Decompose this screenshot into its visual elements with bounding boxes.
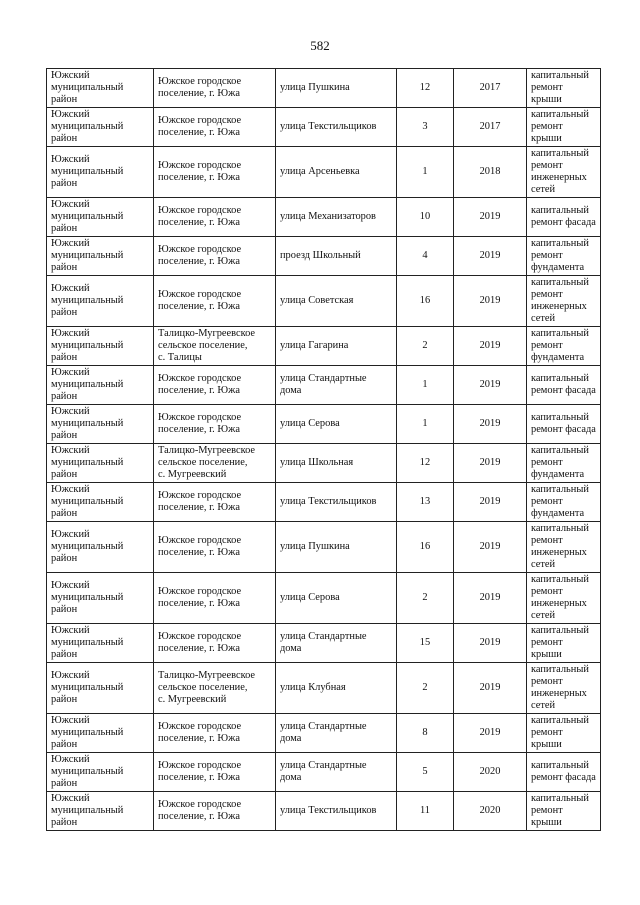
district-cell-text: Южский муниципальный район bbox=[51, 109, 124, 144]
settlement-cell-text: Южское городское поселение, г. Южа bbox=[158, 289, 242, 312]
street-cell-text: улица Школьная bbox=[280, 457, 354, 468]
house-number-cell-text: 12 bbox=[419, 82, 431, 93]
settlement-cell bbox=[154, 405, 276, 444]
year-cell-text: 2019 bbox=[479, 457, 501, 468]
house-number-cell-text: 1 bbox=[422, 418, 428, 429]
year-cell bbox=[454, 276, 527, 327]
district-cell-text: Южский муниципальный район bbox=[51, 70, 124, 105]
district-cell bbox=[47, 276, 154, 327]
settlement-cell-text: Южское городское поселение, г. Южа bbox=[158, 412, 242, 435]
district-cell bbox=[47, 366, 154, 405]
house-number-cell-text: 2 bbox=[422, 340, 428, 351]
district-cell-text: Южский муниципальный район bbox=[51, 445, 124, 480]
work-type-cell bbox=[527, 573, 601, 624]
settlement-cell bbox=[154, 624, 276, 663]
year-cell bbox=[454, 327, 527, 366]
house-number-cell bbox=[397, 366, 454, 405]
house-number-cell bbox=[397, 522, 454, 573]
district-cell-text: Южский муниципальный район bbox=[51, 484, 124, 519]
district-cell bbox=[47, 714, 154, 753]
settlement-cell bbox=[154, 792, 276, 831]
street-cell bbox=[276, 366, 397, 405]
work-type-cell-text: капитальный ремонт фундамента bbox=[531, 238, 589, 273]
street-cell bbox=[276, 792, 397, 831]
table-row bbox=[47, 483, 601, 522]
settlement-cell-text: Южское городское поселение, г. Южа bbox=[158, 76, 242, 99]
year-cell-text: 2018 bbox=[479, 166, 501, 177]
year-cell-text: 2019 bbox=[479, 418, 501, 429]
house-number-cell bbox=[397, 714, 454, 753]
work-type-cell-text: капитальный ремонт крыши bbox=[531, 70, 589, 105]
settlement-cell-text: Южское городское поселение, г. Южа bbox=[158, 115, 242, 138]
district-cell-text: Южский муниципальный район bbox=[51, 754, 124, 789]
work-type-cell-text: капитальный ремонт инженерных сетей bbox=[531, 148, 589, 195]
table-row bbox=[47, 237, 601, 276]
street-cell-text: улица Стандартные дома bbox=[280, 373, 367, 396]
district-cell bbox=[47, 792, 154, 831]
settlement-cell-text: Южское городское поселение, г. Южа bbox=[158, 535, 242, 558]
street-cell bbox=[276, 108, 397, 147]
settlement-cell bbox=[154, 276, 276, 327]
settlement-cell-text: Южское городское поселение, г. Южа bbox=[158, 244, 242, 267]
district-cell bbox=[47, 147, 154, 198]
year-cell bbox=[454, 792, 527, 831]
table-row bbox=[47, 444, 601, 483]
settlement-cell-text: Южское городское поселение, г. Южа bbox=[158, 586, 242, 609]
year-cell bbox=[454, 624, 527, 663]
year-cell bbox=[454, 147, 527, 198]
house-number-cell-text: 10 bbox=[419, 211, 431, 222]
district-cell bbox=[47, 624, 154, 663]
street-cell-text: улица Клубная bbox=[280, 682, 346, 693]
house-number-cell-text: 2 bbox=[422, 592, 428, 603]
district-cell-text: Южский муниципальный район bbox=[51, 793, 124, 828]
table-row bbox=[47, 714, 601, 753]
work-type-cell bbox=[527, 522, 601, 573]
repair-schedule-table bbox=[46, 68, 601, 831]
table-row bbox=[47, 108, 601, 147]
district-cell bbox=[47, 663, 154, 714]
district-cell bbox=[47, 327, 154, 366]
year-cell-text: 2019 bbox=[479, 250, 501, 261]
year-cell-text: 2020 bbox=[479, 766, 501, 777]
settlement-cell-text: Южское городское поселение, г. Южа bbox=[158, 160, 242, 183]
house-number-cell-text: 2 bbox=[422, 682, 428, 693]
year-cell bbox=[454, 69, 527, 108]
year-cell-text: 2019 bbox=[479, 592, 501, 603]
work-type-cell-text: капитальный ремонт инженерных сетей bbox=[531, 664, 589, 711]
table-row bbox=[47, 276, 601, 327]
work-type-cell bbox=[527, 366, 601, 405]
work-type-cell bbox=[527, 405, 601, 444]
table-row bbox=[47, 69, 601, 108]
street-cell-text: улица Текстильщиков bbox=[280, 805, 377, 816]
year-cell bbox=[454, 714, 527, 753]
district-cell-text: Южский муниципальный район bbox=[51, 670, 124, 705]
work-type-cell bbox=[527, 444, 601, 483]
street-cell-text: проезд Школьный bbox=[280, 250, 361, 261]
house-number-cell-text: 13 bbox=[419, 496, 431, 507]
year-cell bbox=[454, 405, 527, 444]
street-cell bbox=[276, 753, 397, 792]
year-cell bbox=[454, 753, 527, 792]
district-cell-text: Южский муниципальный район bbox=[51, 529, 124, 564]
house-number-cell bbox=[397, 753, 454, 792]
year-cell-text: 2017 bbox=[479, 121, 501, 132]
house-number-cell bbox=[397, 573, 454, 624]
work-type-cell-text: капитальный ремонт крыши bbox=[531, 625, 589, 660]
table-row bbox=[47, 792, 601, 831]
settlement-cell bbox=[154, 663, 276, 714]
year-cell-text: 2017 bbox=[479, 82, 501, 93]
work-type-cell-text: капитальный ремонт фасада bbox=[531, 760, 596, 783]
district-cell-text: Южский муниципальный район bbox=[51, 580, 124, 615]
settlement-cell-text: Южское городское поселение, г. Южа bbox=[158, 631, 242, 654]
street-cell bbox=[276, 624, 397, 663]
table-row bbox=[47, 573, 601, 624]
table-row bbox=[47, 405, 601, 444]
street-cell bbox=[276, 573, 397, 624]
street-cell-text: улица Стандартные дома bbox=[280, 721, 367, 744]
street-cell bbox=[276, 69, 397, 108]
street-cell bbox=[276, 663, 397, 714]
district-cell bbox=[47, 108, 154, 147]
work-type-cell bbox=[527, 624, 601, 663]
year-cell-text: 2019 bbox=[479, 211, 501, 222]
work-type-cell bbox=[527, 753, 601, 792]
house-number-cell bbox=[397, 792, 454, 831]
settlement-cell-text: Южское городское поселение, г. Южа bbox=[158, 760, 242, 783]
settlement-cell-text: Южское городское поселение, г. Южа bbox=[158, 205, 242, 228]
street-cell-text: улица Гагарина bbox=[280, 340, 349, 351]
house-number-cell bbox=[397, 663, 454, 714]
district-cell-text: Южский муниципальный район bbox=[51, 328, 124, 363]
district-cell-text: Южский муниципальный район bbox=[51, 154, 124, 189]
district-cell-text: Южский муниципальный район bbox=[51, 406, 124, 441]
settlement-cell-text: Талицко-Мугреевское сельское поселение, с. Мугреевский bbox=[158, 445, 256, 480]
work-type-cell bbox=[527, 198, 601, 237]
work-type-cell-text: капитальный ремонт фундамента bbox=[531, 445, 589, 480]
work-type-cell-text: капитальный ремонт инженерных сетей bbox=[531, 277, 589, 324]
street-cell bbox=[276, 483, 397, 522]
work-type-cell-text: капитальный ремонт крыши bbox=[531, 793, 589, 828]
district-cell-text: Южский муниципальный район bbox=[51, 283, 124, 318]
district-cell bbox=[47, 69, 154, 108]
work-type-cell bbox=[527, 108, 601, 147]
work-type-cell bbox=[527, 663, 601, 714]
table-row bbox=[47, 366, 601, 405]
year-cell bbox=[454, 366, 527, 405]
house-number-cell bbox=[397, 624, 454, 663]
street-cell-text: улица Серова bbox=[280, 592, 340, 603]
work-type-cell-text: капитальный ремонт инженерных сетей bbox=[531, 523, 589, 570]
settlement-cell bbox=[154, 147, 276, 198]
year-cell-text: 2019 bbox=[479, 496, 501, 507]
house-number-cell bbox=[397, 69, 454, 108]
year-cell bbox=[454, 444, 527, 483]
work-type-cell bbox=[527, 69, 601, 108]
street-cell-text: улица Стандартные дома bbox=[280, 631, 367, 654]
street-cell bbox=[276, 147, 397, 198]
house-number-cell-text: 5 bbox=[422, 766, 428, 777]
street-cell bbox=[276, 198, 397, 237]
settlement-cell bbox=[154, 327, 276, 366]
house-number-cell bbox=[397, 147, 454, 198]
year-cell bbox=[454, 483, 527, 522]
year-cell-text: 2020 bbox=[479, 805, 501, 816]
year-cell-text: 2019 bbox=[479, 637, 501, 648]
year-cell bbox=[454, 663, 527, 714]
street-cell-text: улица Текстильщиков bbox=[280, 121, 377, 132]
house-number-cell-text: 15 bbox=[419, 637, 431, 648]
house-number-cell bbox=[397, 108, 454, 147]
house-number-cell bbox=[397, 198, 454, 237]
district-cell-text: Южский муниципальный район bbox=[51, 715, 124, 750]
work-type-cell bbox=[527, 237, 601, 276]
street-cell bbox=[276, 237, 397, 276]
house-number-cell bbox=[397, 483, 454, 522]
house-number-cell bbox=[397, 276, 454, 327]
street-cell-text: улица Стандартные дома bbox=[280, 760, 367, 783]
settlement-cell bbox=[154, 573, 276, 624]
table-row bbox=[47, 663, 601, 714]
district-cell bbox=[47, 753, 154, 792]
district-cell bbox=[47, 198, 154, 237]
work-type-cell bbox=[527, 792, 601, 831]
street-cell-text: улица Серова bbox=[280, 418, 340, 429]
street-cell bbox=[276, 522, 397, 573]
house-number-cell-text: 3 bbox=[422, 121, 428, 132]
district-cell-text: Южский муниципальный район bbox=[51, 238, 124, 273]
work-type-cell-text: капитальный ремонт фасада bbox=[531, 373, 596, 396]
district-cell-text: Южский муниципальный район bbox=[51, 367, 124, 402]
work-type-cell bbox=[527, 714, 601, 753]
year-cell-text: 2019 bbox=[479, 295, 501, 306]
year-cell-text: 2019 bbox=[479, 727, 501, 738]
work-type-cell bbox=[527, 483, 601, 522]
settlement-cell-text: Талицко-Мугреевское сельское поселение, с. Мугреевский bbox=[158, 670, 256, 705]
settlement-cell-text: Южское городское поселение, г. Южа bbox=[158, 490, 242, 513]
settlement-cell bbox=[154, 69, 276, 108]
work-type-cell bbox=[527, 147, 601, 198]
street-cell bbox=[276, 327, 397, 366]
house-number-cell-text: 1 bbox=[422, 166, 428, 177]
table-row bbox=[47, 753, 601, 792]
house-number-cell-text: 1 bbox=[422, 379, 428, 390]
house-number-cell-text: 16 bbox=[419, 541, 431, 552]
house-number-cell-text: 4 bbox=[422, 250, 428, 261]
settlement-cell bbox=[154, 198, 276, 237]
settlement-cell bbox=[154, 483, 276, 522]
street-cell-text: улица Текстильщиков bbox=[280, 496, 377, 507]
settlement-cell bbox=[154, 108, 276, 147]
settlement-cell-text: Южское городское поселение, г. Южа bbox=[158, 721, 242, 744]
table-row bbox=[47, 327, 601, 366]
work-type-cell-text: капитальный ремонт крыши bbox=[531, 715, 589, 750]
house-number-cell-text: 12 bbox=[419, 457, 431, 468]
year-cell bbox=[454, 237, 527, 276]
house-number-cell-text: 11 bbox=[419, 805, 430, 816]
year-cell bbox=[454, 198, 527, 237]
house-number-cell bbox=[397, 237, 454, 276]
work-type-cell-text: капитальный ремонт фундамента bbox=[531, 328, 589, 363]
work-type-cell-text: капитальный ремонт фасада bbox=[531, 205, 596, 228]
district-cell bbox=[47, 237, 154, 276]
district-cell bbox=[47, 405, 154, 444]
house-number-cell-text: 16 bbox=[419, 295, 431, 306]
table-row bbox=[47, 624, 601, 663]
street-cell-text: улица Арсеньевка bbox=[280, 166, 360, 177]
table-body bbox=[47, 69, 601, 831]
table-row bbox=[47, 198, 601, 237]
street-cell-text: улица Механизаторов bbox=[280, 211, 376, 222]
year-cell-text: 2019 bbox=[479, 379, 501, 390]
district-cell bbox=[47, 444, 154, 483]
street-cell bbox=[276, 276, 397, 327]
settlement-cell bbox=[154, 522, 276, 573]
year-cell-text: 2019 bbox=[479, 682, 501, 693]
table-row bbox=[47, 147, 601, 198]
work-type-cell-text: капитальный ремонт инженерных сетей bbox=[531, 574, 589, 621]
year-cell bbox=[454, 522, 527, 573]
settlement-cell-text: Талицко-Мугреевское сельское поселение, с. Талицы bbox=[158, 328, 256, 363]
house-number-cell bbox=[397, 444, 454, 483]
district-cell-text: Южский муниципальный район bbox=[51, 625, 124, 660]
work-type-cell bbox=[527, 276, 601, 327]
district-cell bbox=[47, 522, 154, 573]
street-cell-text: улица Пушкина bbox=[280, 82, 350, 93]
year-cell-text: 2019 bbox=[479, 541, 501, 552]
table-row bbox=[47, 522, 601, 573]
settlement-cell-text: Южское городское поселение, г. Южа bbox=[158, 799, 242, 822]
street-cell bbox=[276, 444, 397, 483]
year-cell bbox=[454, 108, 527, 147]
street-cell bbox=[276, 405, 397, 444]
year-cell bbox=[454, 573, 527, 624]
street-cell-text: улица Советская bbox=[280, 295, 354, 306]
house-number-cell bbox=[397, 327, 454, 366]
settlement-cell bbox=[154, 714, 276, 753]
district-cell bbox=[47, 483, 154, 522]
house-number-cell-text: 8 bbox=[422, 727, 428, 738]
settlement-cell bbox=[154, 444, 276, 483]
district-cell-text: Южский муниципальный район bbox=[51, 199, 124, 234]
street-cell bbox=[276, 714, 397, 753]
work-type-cell bbox=[527, 327, 601, 366]
settlement-cell bbox=[154, 237, 276, 276]
settlement-cell bbox=[154, 753, 276, 792]
work-type-cell-text: капитальный ремонт фасада bbox=[531, 412, 596, 435]
page-number: 582 bbox=[310, 38, 330, 53]
settlement-cell-text: Южское городское поселение, г. Южа bbox=[158, 373, 242, 396]
street-cell-text: улица Пушкина bbox=[280, 541, 350, 552]
work-type-cell-text: капитальный ремонт фундамента bbox=[531, 484, 589, 519]
year-cell-text: 2019 bbox=[479, 340, 501, 351]
work-type-cell-text: капитальный ремонт крыши bbox=[531, 109, 589, 144]
house-number-cell bbox=[397, 405, 454, 444]
district-cell bbox=[47, 573, 154, 624]
settlement-cell bbox=[154, 366, 276, 405]
